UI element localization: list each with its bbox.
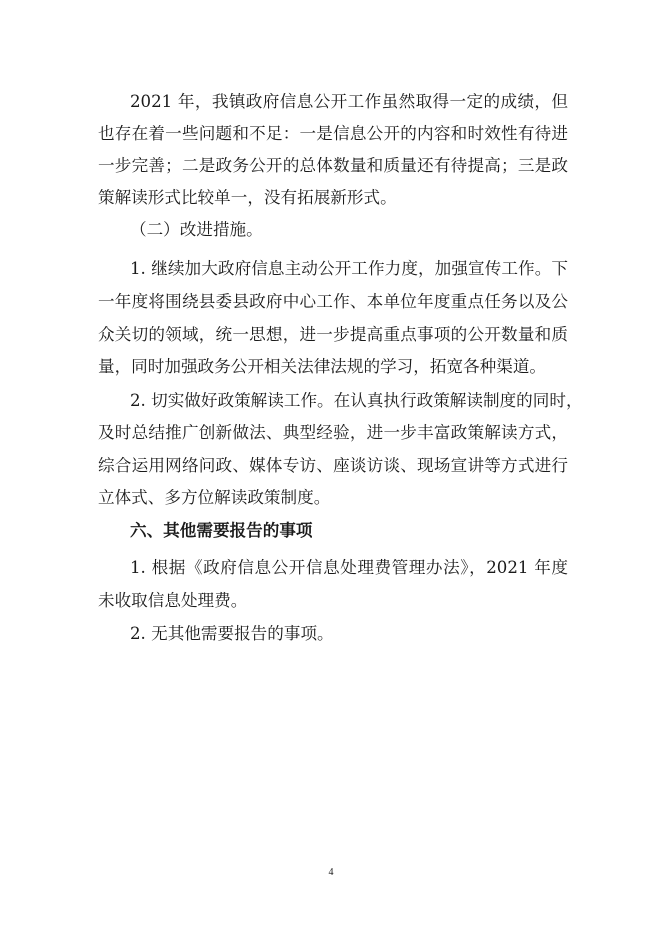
paragraph-2-line-4: 量，同时加强政务公开相关法律法规的学习，拓宽各种渠道。 xyxy=(98,357,547,376)
paragraph-1-line-3: 一步完善；二是政务公开的总体数量和质量还有待提高；三是政 xyxy=(98,156,568,175)
page-number: 4 xyxy=(328,867,334,878)
paragraph-1-line-1: 2021 年，我镇政府信息公开工作虽然取得一定的成绩，但 xyxy=(130,92,568,111)
paragraph-2-line-1: 1. 继续加大政府信息主动公开工作力度，加强宣传工作。下 xyxy=(130,259,568,278)
paragraph-5-line-1: 2. 无其他需要报告的事项。 xyxy=(130,624,334,643)
section-heading-other-matters: 六、其他需要报告的事项 xyxy=(130,520,313,540)
paragraph-3-line-1: 2. 切实做好政策解读工作。在认真执行政策解读制度的同时， xyxy=(130,391,583,410)
paragraph-1-line-2: 也存在着一些问题和不足：一是信息公开的内容和时效性有待进 xyxy=(98,124,568,143)
paragraph-4-line-1: 1. 根据《政府信息公开信息处理费管理办法》，2021 年度 xyxy=(130,558,568,577)
paragraph-2-line-3: 众关切的领域，统一思想，进一步提高重点事项的公开数量和质 xyxy=(98,325,568,344)
paragraph-2-line-2: 一年度将围绕县委县政府中心工作、本单位年度重点任务以及公 xyxy=(98,292,568,311)
paragraph-3-line-3: 综合运用网络问政、媒体专访、座谈访谈、现场宣讲等方式进行 xyxy=(98,456,568,475)
paragraph-3-line-2: 及时总结推广创新做法、典型经验，进一步丰富政策解读方式， xyxy=(98,423,568,442)
paragraph-4-line-2: 未收取信息处理费。 xyxy=(98,591,248,610)
section-heading-improvement-measures: （二）改进措施。 xyxy=(130,220,263,239)
paragraph-3-line-4: 立体式、多方位解读政策制度。 xyxy=(98,488,331,507)
paragraph-1-line-4: 策解读形式比较单一，没有拓展新形式。 xyxy=(98,188,397,207)
